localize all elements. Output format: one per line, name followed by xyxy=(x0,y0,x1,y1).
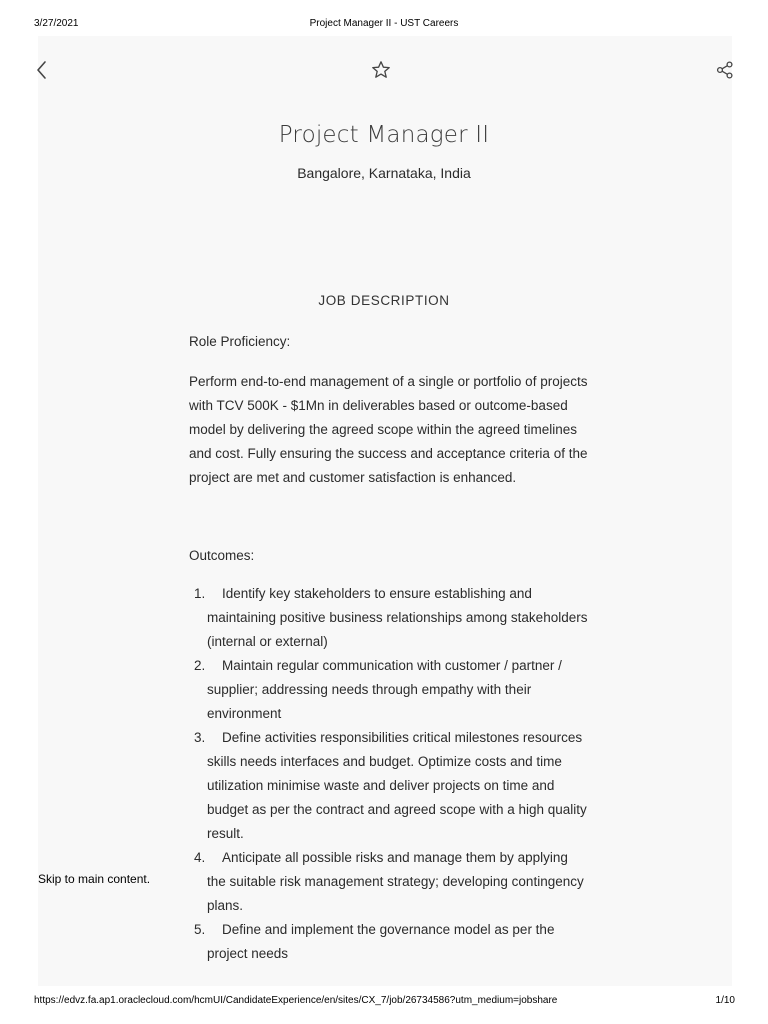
print-page-number: 1/10 xyxy=(715,995,735,1006)
list-item xyxy=(189,582,589,654)
list-item-number: 4. xyxy=(194,850,206,865)
job-location: Bangalore, Karnataka, India xyxy=(297,165,471,181)
list-item xyxy=(189,654,589,726)
share-button[interactable] xyxy=(713,58,737,82)
back-button[interactable] xyxy=(30,58,54,82)
chevron-left-icon xyxy=(35,60,49,80)
list-item xyxy=(189,846,589,918)
print-url: https://edvz.fa.ap1.oraclecloud.com/hcmUI/CandidateExperience/en/sites/CX_7/job/26734586?utm_medium=jobshare xyxy=(34,995,558,1006)
outcomes-label: Outcomes: xyxy=(189,548,255,563)
list-item-number: 5. xyxy=(194,922,206,937)
role-proficiency-text: Perform end-to-end management of a single or portfolio of projects with TCV 500K - $1Mn in deliverables based or outcome-based model by delivering the agreed scope within the agreed timelines and cost. Fully ensuring the success and acceptance criteria of the project are met and customer satisfaction is enhanced. xyxy=(189,374,588,485)
print-header xyxy=(0,18,768,32)
share-icon xyxy=(716,61,734,79)
list-item-text: Maintain regular communication with customer / partner / supplier; addressing needs through empathy with their environment xyxy=(207,658,562,721)
list-item-text: Define and implement the governance model as per the project needs xyxy=(207,922,555,961)
list-item-text: Identify key stakeholders to ensure establishing and maintaining positive business relationships among stakeholders (internal or external) xyxy=(207,586,588,649)
favorite-button[interactable] xyxy=(369,58,393,82)
list-item-number: 1. xyxy=(194,586,206,601)
star-icon xyxy=(371,60,391,80)
list-item-text: Anticipate all possible risks and manage them by applying the suitable risk management strategy; developing contingency plans. xyxy=(207,850,584,913)
list-item xyxy=(189,918,589,966)
list-item xyxy=(189,726,589,846)
print-footer xyxy=(0,995,768,1009)
list-item-number: 2. xyxy=(194,658,206,673)
outcomes-list xyxy=(189,582,589,966)
skip-to-main-content-link[interactable]: Skip to main content. xyxy=(38,872,151,886)
job-description-body xyxy=(189,330,589,966)
list-item-text: Define activities responsibilities critical milestones resources skills needs interfaces and budget. Optimize costs and time utilization minimise waste and deliver projects on time and budget as per the contract and agreed scope with a high quality result. xyxy=(207,730,587,841)
job-description-heading: JOB DESCRIPTION xyxy=(318,293,450,308)
print-page-title: Project Manager II - UST Careers xyxy=(309,18,459,29)
list-item-number: 3. xyxy=(194,730,206,745)
job-title: Project Manager II xyxy=(278,122,490,148)
role-proficiency-label: Role Proficiency: xyxy=(189,334,291,349)
print-date: 3/27/2021 xyxy=(34,18,79,29)
